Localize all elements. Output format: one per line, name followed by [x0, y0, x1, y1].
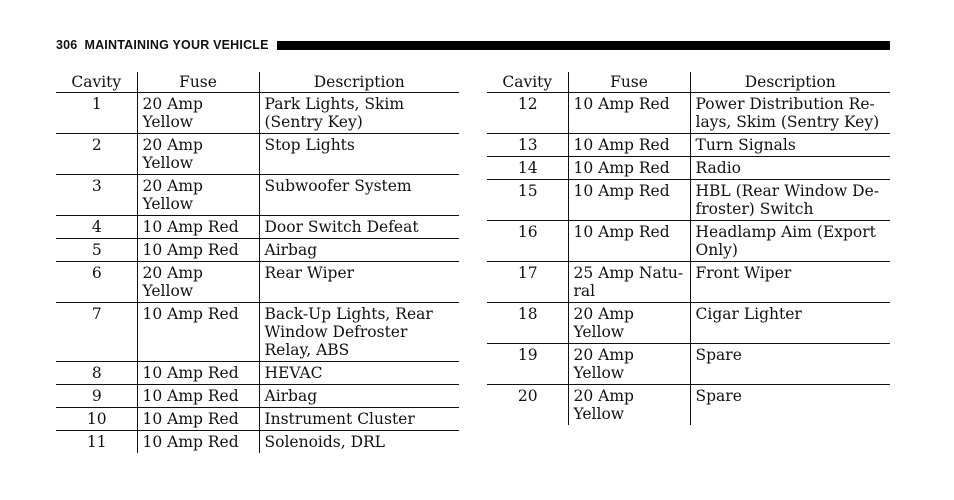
cavity-cell: 20 — [517, 387, 538, 405]
table-row — [487, 344, 890, 385]
description-cell: HEVAC — [259, 362, 459, 385]
cavity-cell: 16 — [487, 221, 568, 262]
description-cell: Spare — [690, 385, 890, 426]
fuse-cell: 10 Amp Red — [137, 431, 259, 454]
fuse-cell: 25 Amp Natu- ral — [568, 262, 690, 303]
fuse-cell: 10 Amp Red — [568, 157, 690, 180]
fuse-cell: 20 Amp Yellow — [568, 303, 690, 344]
cavity-cell: 18 — [487, 303, 568, 344]
description-cell: Stop Lights — [259, 134, 459, 175]
table-row — [487, 93, 890, 134]
column-header-description: Description — [259, 72, 459, 93]
cavity-cell: 12 — [487, 93, 568, 134]
table-header-row — [56, 72, 459, 93]
description-cell: Radio — [690, 157, 890, 180]
table-row — [56, 216, 459, 239]
table-header-row — [487, 72, 890, 93]
description-cell: Headlamp Aim (Export Only) — [690, 221, 890, 262]
cavity-cell: 13 — [487, 134, 568, 157]
fuse-cell: 10 Amp Red — [137, 408, 259, 431]
cavity-cell: 11 — [86, 433, 107, 451]
table-row — [56, 303, 459, 362]
cavity-cell: 19 — [487, 344, 568, 385]
table-row — [487, 180, 890, 221]
fuse-table-left — [56, 72, 459, 453]
table-row — [487, 157, 890, 180]
table-row — [487, 262, 890, 303]
table-row — [56, 93, 459, 134]
column-header-cavity: Cavity — [487, 72, 568, 93]
description-cell: Airbag — [259, 239, 459, 262]
cavity-cell: 15 — [487, 180, 568, 221]
fuse-cell: 10 Amp Red — [137, 216, 259, 239]
fuse-cell: 10 Amp Red — [137, 239, 259, 262]
description-cell: Subwoofer System — [259, 175, 459, 216]
description-cell: Turn Signals — [690, 134, 890, 157]
description-cell: Cigar Lighter — [690, 303, 890, 344]
header-rule-bar — [277, 41, 890, 50]
fuse-cell: 20 Amp Yellow — [137, 262, 259, 303]
page-number: 306 — [56, 38, 78, 52]
cavity-cell: 5 — [56, 239, 137, 262]
fuse-cell: 10 Amp Red — [137, 303, 259, 362]
fuse-cell: 20 Amp Yellow — [137, 93, 259, 134]
column-header-cavity: Cavity — [56, 72, 137, 93]
description-cell: HBL (Rear Window De- froster) Switch — [690, 180, 890, 221]
table-row — [56, 262, 459, 303]
cavity-cell: 4 — [56, 216, 137, 239]
fuse-cell: 10 Amp Red — [568, 93, 690, 134]
description-cell: Airbag — [259, 385, 459, 408]
fuse-cell: 20 Amp Yellow — [137, 134, 259, 175]
description-cell: Rear Wiper — [259, 262, 459, 303]
page-header — [56, 37, 890, 53]
fuse-table-right — [487, 72, 890, 425]
cavity-cell: 8 — [56, 362, 137, 385]
table-row — [487, 221, 890, 262]
cavity-cell: 17 — [487, 262, 568, 303]
cavity-cell: 3 — [56, 175, 137, 216]
cavity-cell: 6 — [56, 262, 137, 303]
column-header-fuse: Fuse — [137, 72, 259, 93]
fuse-cell: 10 Amp Red — [568, 180, 690, 221]
table-row — [56, 175, 459, 216]
description-cell: Solenoids, DRL — [259, 431, 459, 454]
description-cell: Front Wiper — [690, 262, 890, 303]
cavity-cell: 9 — [56, 385, 137, 408]
table-row — [56, 239, 459, 262]
table-row — [487, 385, 890, 426]
cavity-cell: 2 — [56, 134, 137, 175]
fuse-cell: 20 Amp Yellow — [137, 175, 259, 216]
section-title: MAINTAINING YOUR VEHICLE — [84, 38, 269, 52]
fuse-cell: 10 Amp Red — [137, 385, 259, 408]
description-cell: Park Lights, Skim (Sentry Key) — [259, 93, 459, 134]
fuse-cell: 20 Amp Yellow — [568, 385, 690, 426]
table-row — [56, 134, 459, 175]
fuse-cell: 10 Amp Red — [568, 134, 690, 157]
cavity-cell: 7 — [56, 303, 137, 362]
column-header-fuse: Fuse — [568, 72, 690, 93]
fuse-cell: 20 Amp Yellow — [568, 344, 690, 385]
table-row — [56, 362, 459, 385]
description-cell: Power Distribution Re- lays, Skim (Sentry Key) — [690, 93, 890, 134]
cavity-cell: 1 — [56, 93, 137, 134]
table-row — [487, 303, 890, 344]
fuse-cell: 10 Amp Red — [137, 362, 259, 385]
description-cell: Back-Up Lights, Rear Window Defroster Relay, ABS — [259, 303, 459, 362]
fuse-cell: 10 Amp Red — [568, 221, 690, 262]
table-row — [56, 408, 459, 431]
description-cell: Spare — [690, 344, 890, 385]
cavity-cell: 14 — [487, 157, 568, 180]
table-row — [56, 431, 459, 454]
table-row — [56, 385, 459, 408]
description-cell: Instrument Cluster — [259, 408, 459, 431]
description-cell: Door Switch Defeat — [259, 216, 459, 239]
cavity-cell: 10 — [56, 408, 137, 431]
table-row — [487, 134, 890, 157]
column-header-description: Description — [690, 72, 890, 93]
